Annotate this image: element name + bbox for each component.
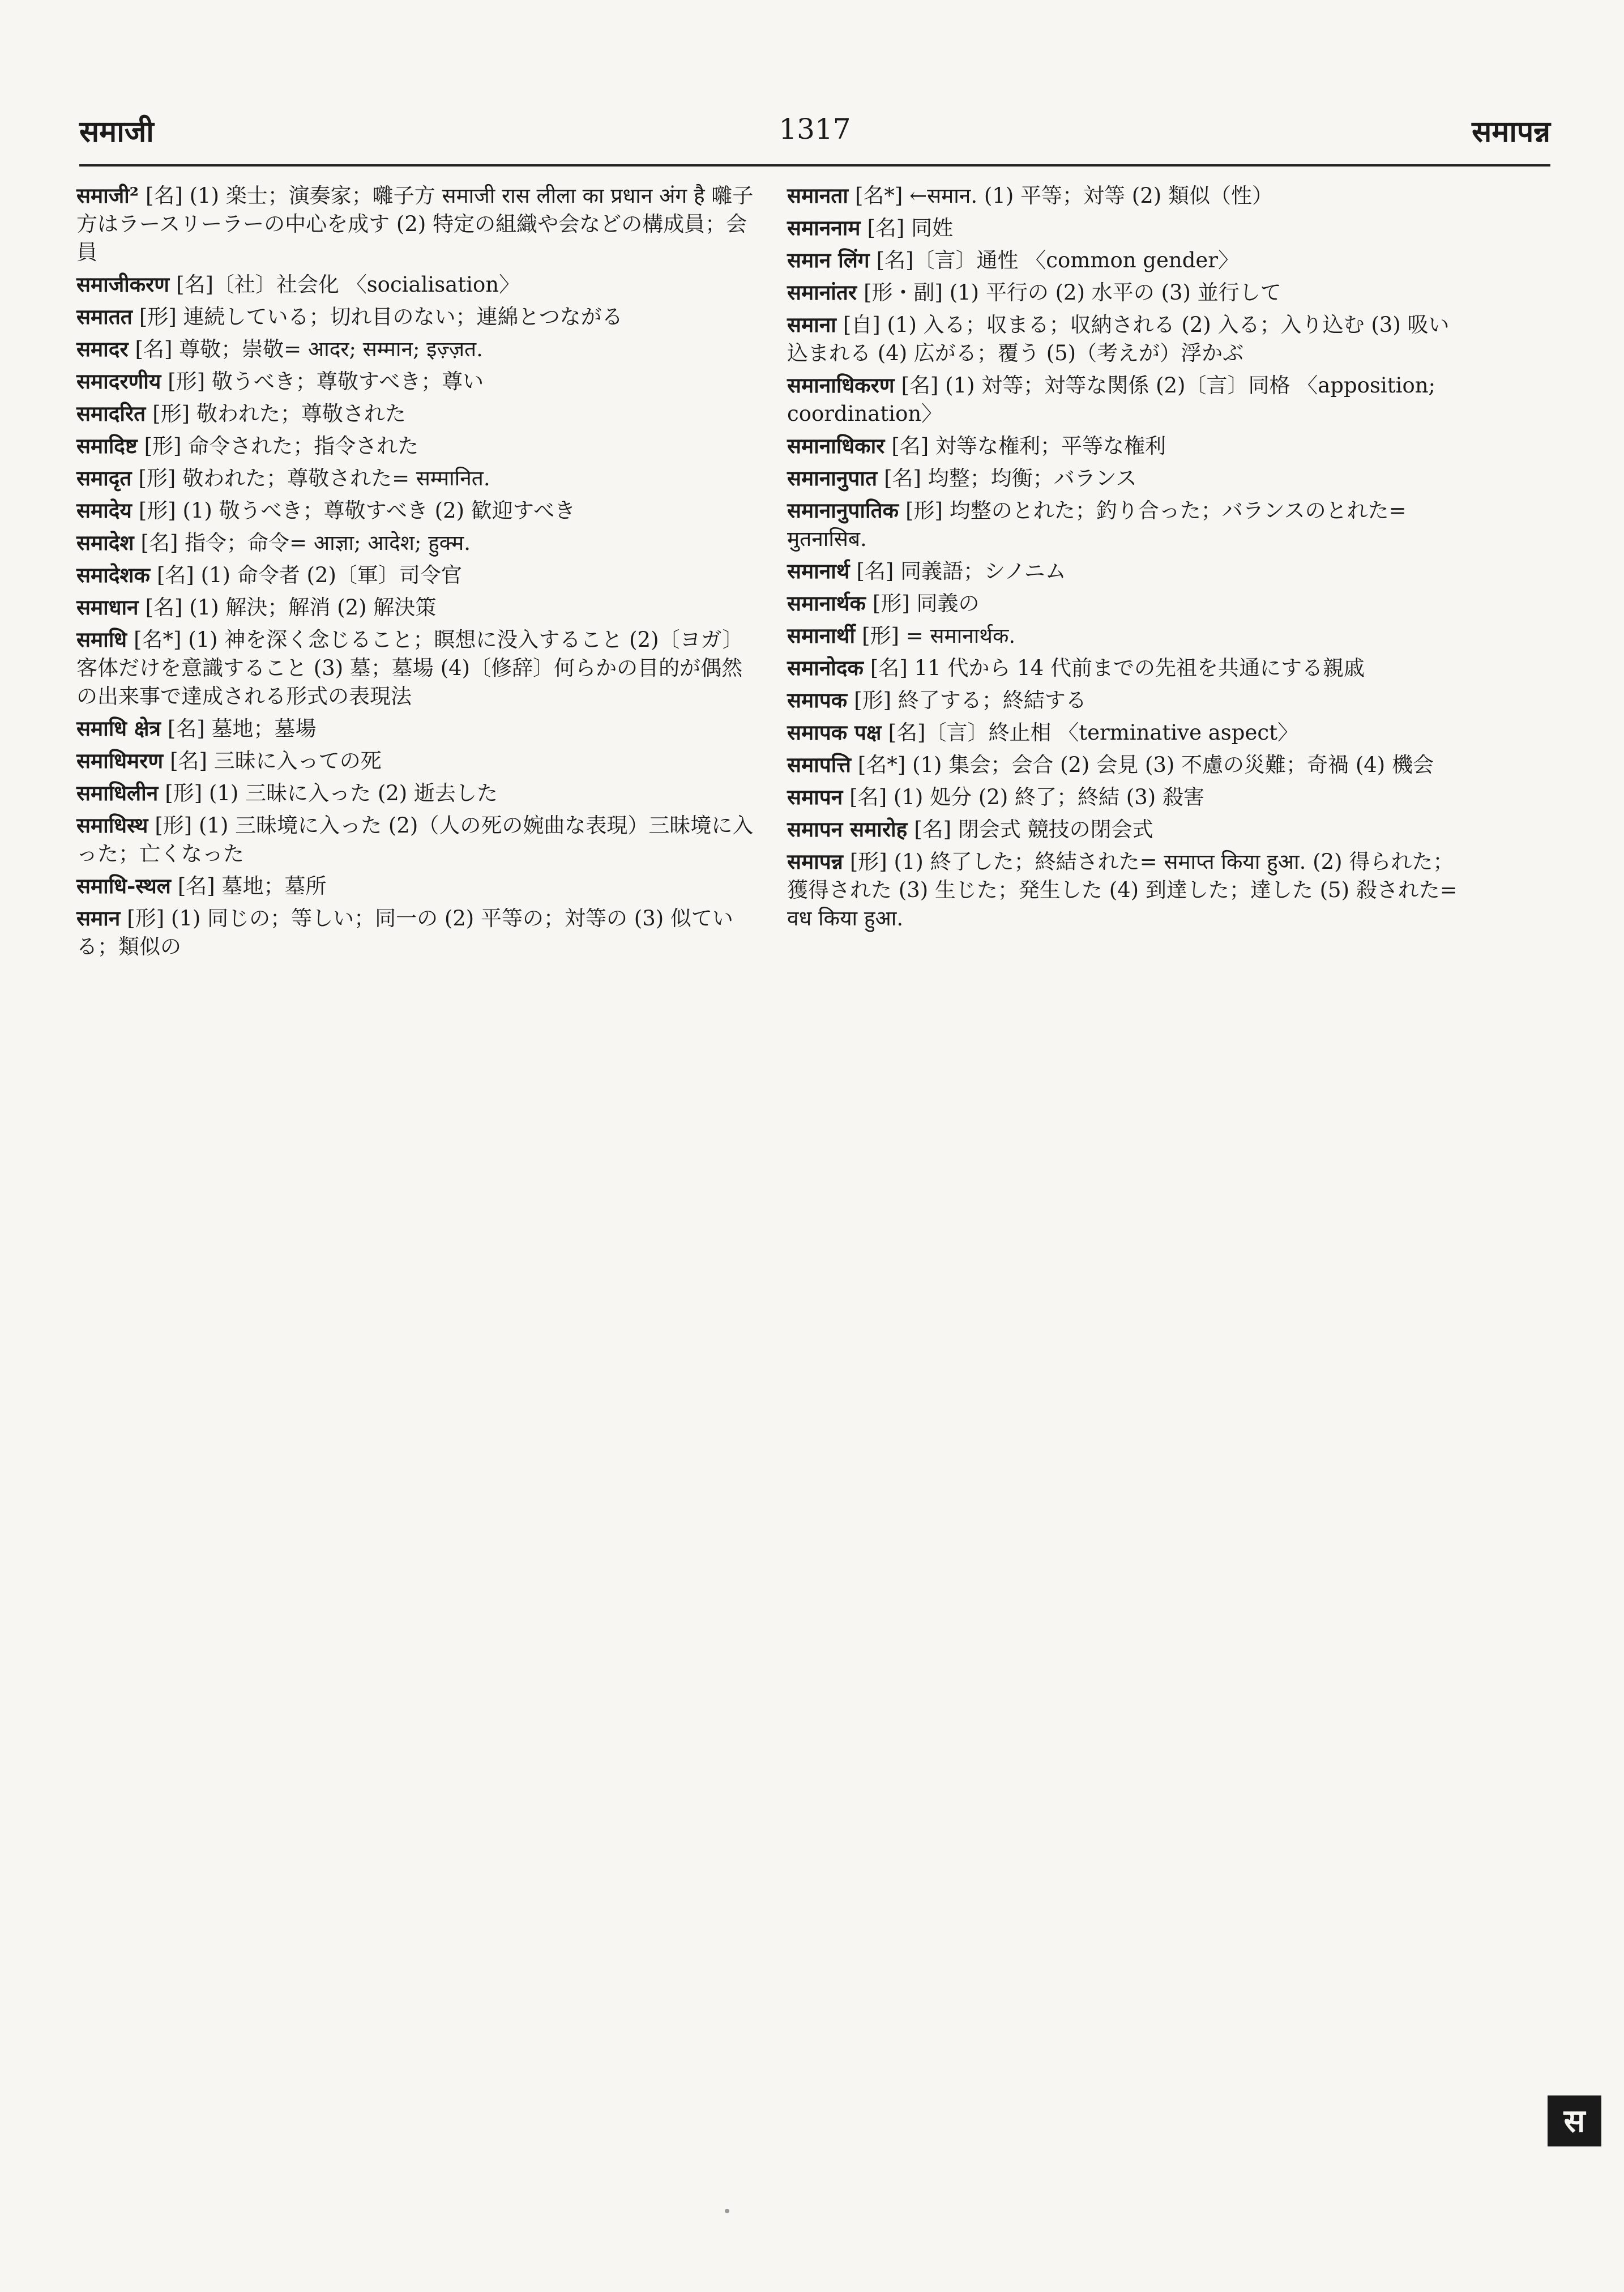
dictionary-entry (76, 399, 756, 428)
thumb-index-tab: स (1548, 2095, 1601, 2146)
entry-headword: समानोदक (787, 655, 864, 680)
left-column (76, 181, 756, 964)
entry-definition: [形・副] (1) 平行の (2) 水平の (3) 並行して (864, 280, 1281, 305)
entry-headword: समादरणीय (76, 369, 161, 394)
entry-definition: [名] 尊敬；崇敬= आदर; सम्मान; इज़्ज़त. (135, 337, 483, 361)
right-column (787, 181, 1467, 936)
dictionary-entry (787, 371, 1467, 428)
dictionary-entry (787, 181, 1467, 210)
dictionary-entry (76, 561, 756, 590)
entry-definition: [形] 同義の (872, 591, 980, 616)
dictionary-entry (787, 815, 1467, 844)
entry-definition: [名]〔言〕通性 〈common gender〉 (876, 248, 1239, 272)
dictionary-entry (76, 625, 756, 711)
dictionary-entry (76, 811, 756, 868)
entry-headword: समानाधिकार (787, 433, 885, 458)
entry-headword: समानार्थक (787, 591, 866, 616)
entry-definition: [名] (1) 処分 (2) 終了；終結 (3) 殺害 (849, 785, 1204, 809)
entry-definition: [名] 同姓 (867, 216, 954, 240)
entry-headword: समापन्न (787, 849, 843, 874)
entry-definition: [形] 敬われた；尊敬された= सम्मानित. (138, 466, 490, 490)
entry-definition: [形] (1) 終了した；終結された= समाप्त किया हुआ. (2) 得られた；獲得された (3) 生じた；発生した (4) 到達した；達した (5) 殺された= वध किया हुआ. (787, 850, 1458, 931)
dictionary-entry (787, 432, 1467, 460)
entry-headword: समादर (76, 336, 129, 361)
entry-definition: [名] 同義語；シノニム (856, 559, 1066, 583)
dictionary-entry (76, 335, 756, 364)
entry-definition: [名] 墓地；墓場 (167, 716, 317, 741)
entry-headword: समाधि (76, 627, 127, 652)
entry-definition: [形] 均整のとれた；釣り合った；バランスのとれた= मुतनासिब. (787, 498, 1407, 551)
entry-headword: समाधिस्थ (76, 813, 148, 838)
entry-headword: समादरित (76, 401, 146, 426)
entry-definition: [名] 三昧に入っての死 (170, 749, 382, 773)
left-running-headword: समाजी (79, 114, 154, 149)
dictionary-entry (787, 621, 1467, 650)
entry-headword: समानार्थ (787, 558, 850, 583)
dictionary-entry (76, 714, 756, 743)
entry-definition: [名] 指令；命令= आज्ञा; आदेश; हुक्म. (140, 531, 471, 555)
entry-headword: समानता (787, 183, 848, 208)
entry-headword: समादेश (76, 530, 134, 555)
dictionary-entry (787, 557, 1467, 586)
dictionary-entry (76, 367, 756, 396)
dictionary-entry (76, 496, 756, 525)
entry-definition: [形] = समानार्थक. (862, 624, 1016, 648)
dictionary-entry (76, 872, 756, 900)
entry-headword: समादिष्ट (76, 433, 138, 458)
entry-headword: समादेय (76, 498, 132, 523)
entry-headword: समापन समारोह (787, 817, 908, 842)
entry-definition: [形] 命令された；指令された (144, 434, 419, 458)
dictionary-entry (76, 779, 756, 808)
dictionary-entry (787, 654, 1467, 682)
dictionary-entry (76, 464, 756, 493)
entry-definition: [形] 終了する；終結する (854, 688, 1087, 712)
entry-definition: [名] (1) 楽士；演奏家；囃子方 समाजी रास लीला का प्रधान अंग है 囃子方はラースリーラーの中心を成す (2) 特定の組織や会などの構成員；会員 (76, 183, 754, 264)
dictionary-entry (787, 686, 1467, 715)
dictionary-entry (787, 750, 1467, 779)
dictionary-entry (787, 464, 1467, 493)
entry-headword: समातत (76, 304, 133, 329)
dictionary-entry (787, 496, 1467, 553)
entry-definition: [形] (1) 三昧に入った (2) 逝去した (165, 781, 498, 805)
dictionary-entry (76, 746, 756, 775)
dictionary-entry (76, 593, 756, 622)
entry-headword: समाजी² (76, 183, 139, 208)
scan-speck (725, 2209, 729, 2213)
dictionary-entry (76, 904, 756, 961)
page-number: 1317 (779, 113, 851, 146)
entry-definition: [名] (1) 解決；解消 (2) 解決策 (145, 595, 437, 620)
dictionary-entry (76, 528, 756, 557)
entry-headword: समाधान (76, 595, 139, 620)
dictionary-entry (787, 246, 1467, 275)
entry-headword: समानानुपात (787, 466, 878, 490)
entry-headword: समानानुपातिक (787, 498, 899, 523)
dictionary-entry (787, 783, 1467, 812)
entry-headword: समानार्थी (787, 623, 856, 648)
dictionary-entry (787, 310, 1467, 368)
entry-definition: [形] 敬うべき；尊敬すべき；尊い (168, 369, 484, 394)
dictionary-entry (76, 302, 756, 331)
dictionary-entry (787, 847, 1467, 933)
header-rule (79, 164, 1550, 167)
entry-definition: [形] (1) 三昧境に入った (2)（人の死の婉曲な表現）三昧境に入った；亡くなった (76, 813, 754, 866)
entry-definition: [形] 連続している；切れ目のない；連綿とつながる (139, 305, 623, 329)
entry-headword: समापक (787, 688, 848, 712)
dictionary-entry (787, 214, 1467, 242)
entry-headword: समापक पक्ष (787, 720, 882, 745)
dictionary-entry (787, 718, 1467, 747)
entry-headword: समाजीकरण (76, 272, 170, 297)
entry-headword: समाधि-स्थल (76, 873, 171, 898)
dictionary-entry (76, 432, 756, 460)
entry-headword: समाधिमरण (76, 748, 164, 773)
entry-definition: [名*] (1) 集会；会合 (2) 会見 (3) 不慮の災難；奇禍 (4) 機会 (857, 753, 1434, 777)
entry-definition: [名*] ←समान. (1) 平等；対等 (2) 類似（性） (854, 183, 1273, 208)
entry-definition: [名]〔社〕社会化 〈socialisation〉 (176, 272, 520, 297)
entry-definition: [名] (1) 命令者 (2)〔軍〕司令官 (156, 563, 462, 587)
entry-definition: [形] (1) 敬うべき；尊敬すべき (2) 歓迎すべき (138, 498, 576, 523)
entry-headword: समान (76, 906, 121, 931)
entry-definition: [形] 敬われた；尊敬された (152, 402, 406, 426)
entry-definition: [名] 均整；均衡；バランス (884, 466, 1137, 490)
page-header (79, 110, 1550, 161)
entry-definition: [形] (1) 同じの；等しい；同一の (2) 平等の；対等の (3) 似ている；類似の (76, 906, 733, 959)
entry-definition: [名]〔言〕終止相 〈terminative aspect〉 (888, 720, 1298, 745)
entry-headword: समाधिलीन (76, 780, 159, 805)
entry-headword: समानांतर (787, 280, 857, 305)
dictionary-entry (787, 278, 1467, 307)
entry-headword: समापन (787, 784, 843, 809)
dictionary-entry (787, 589, 1467, 618)
entry-headword: समादेशक (76, 562, 150, 587)
entry-headword: समाधि क्षेत्र (76, 716, 161, 741)
entry-headword: समादृत (76, 466, 132, 490)
entry-headword: समाननाम (787, 215, 861, 240)
entry-headword: समानाधिकरण (787, 373, 895, 398)
entry-definition: [名] 11 代から 14 代前までの先祖を共通にする親戚 (870, 656, 1365, 680)
dictionary-entry (76, 270, 756, 299)
entry-headword: समान लिंग (787, 247, 870, 272)
entry-definition: [名] (1) 対等；対等な関係 (2)〔言〕同格 〈apposition; coordination〉 (787, 373, 1436, 426)
entry-definition: [名] 墓地；墓所 (177, 874, 327, 898)
right-running-headword: समापन्न (1472, 114, 1550, 149)
entry-definition: [名*] (1) 神を深く念じること；瞑想に没入すること (2)〔ヨガ〕客体だけを意識すること (3) 墓；墓場 (4)〔修辞〕何らかの目的が偶然の出来事で達成される形式の表現法 (76, 628, 743, 708)
entry-definition: [名] 閉会式 競技の閉会式 (914, 817, 1153, 842)
entry-headword: समाना (787, 312, 836, 337)
entry-definition: [名] 対等な権利；平等な権利 (891, 434, 1166, 458)
entry-headword: समापत्ति (787, 752, 851, 777)
dictionary-entry (76, 181, 756, 267)
entry-definition: [自] (1) 入る；収まる；収納される (2) 入る；入り込む (3) 吸い込まれる (4) 広がる；覆う (5)（考えが）浮かぶ (787, 313, 1450, 365)
